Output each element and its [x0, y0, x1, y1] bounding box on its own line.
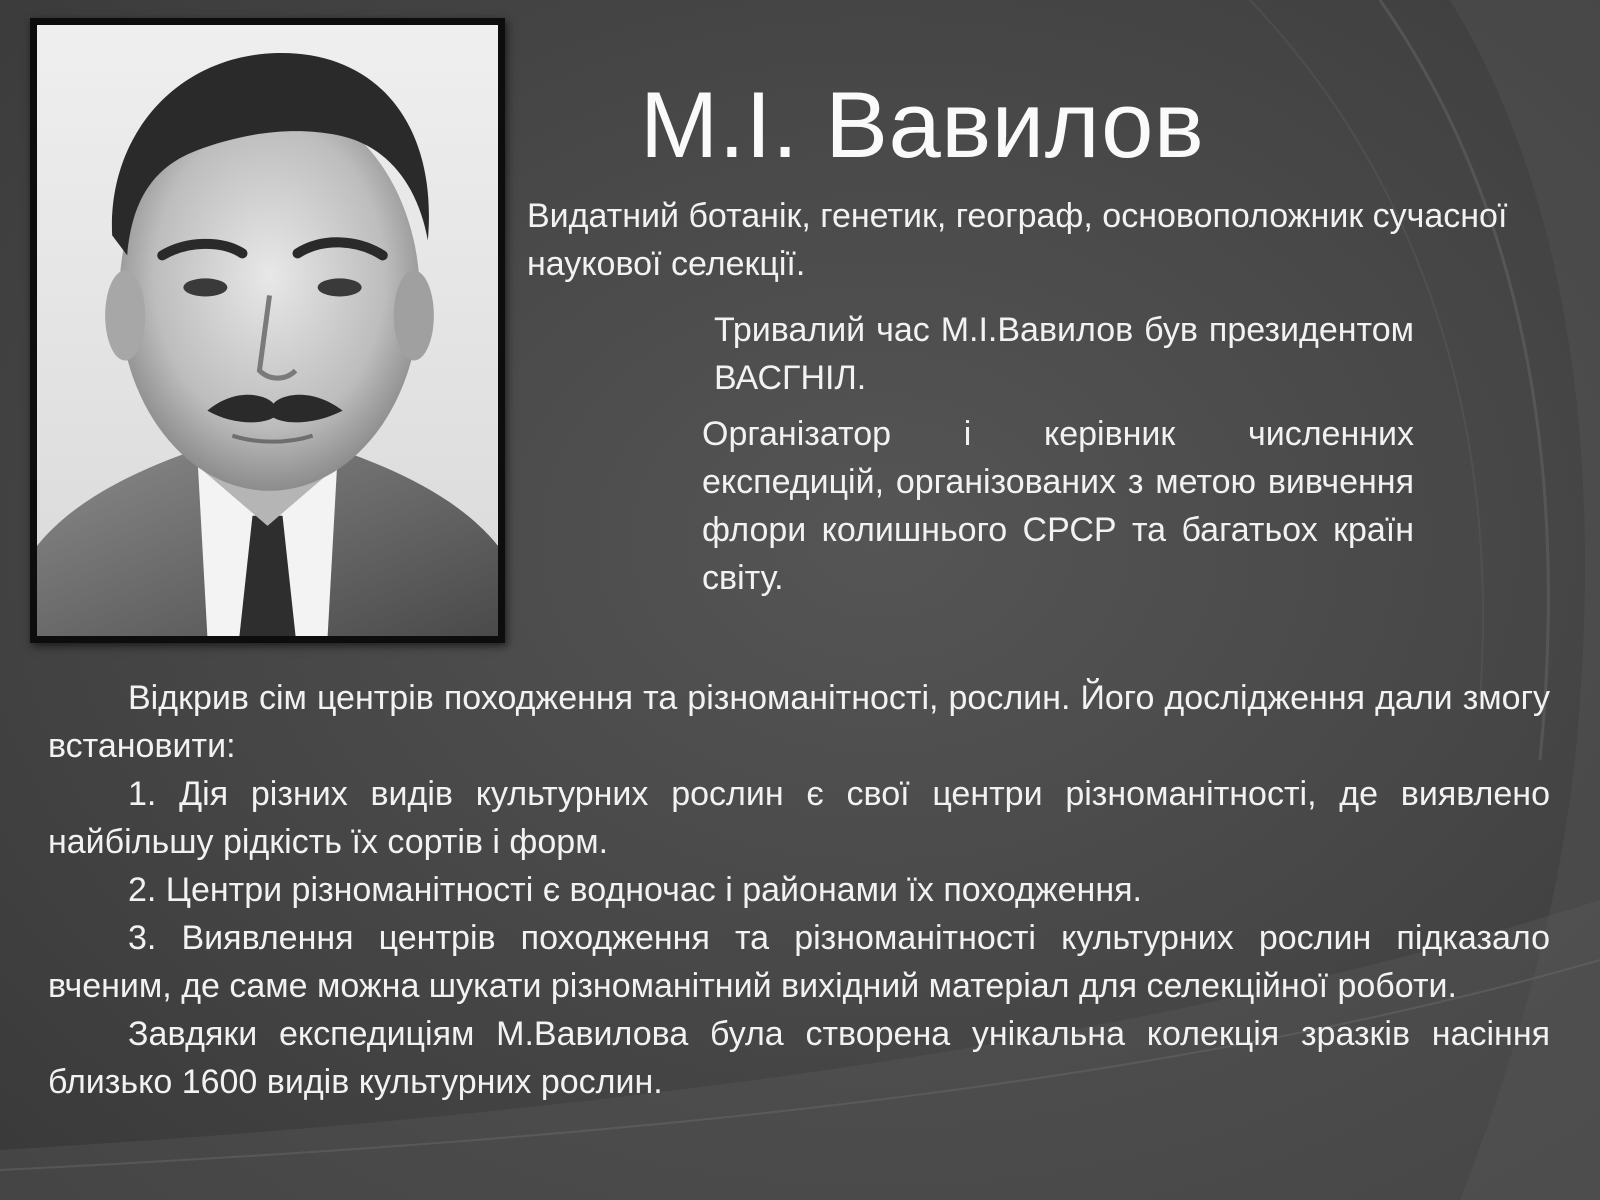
- body-text-block: [48, 674, 1550, 1106]
- body-paragraph: 1. Дія різних видів культурних рослин є свої центри різноманітності, де виявлено найбільшу рідкість їх сортів і форм.: [48, 775, 1550, 861]
- right-paragraph: Тривалий час М.І.Вавилов був президентом ВАСГНІЛ.: [714, 311, 1414, 397]
- body-paragraph: Завдяки експедиціям М.Вавилова була створена унікальна колекція зразків насіння близько 1600 видів культурних рослин.: [48, 1015, 1550, 1101]
- right-text-block: [702, 306, 1414, 610]
- body-paragraph: 3. Виявлення центрів походження та різноманітності культурних рослин підказало вченим, де саме можна шукати різноманітний вихідний матеріал для селекційної роботи.: [48, 919, 1550, 1005]
- right-paragraph: Організатор і керівник численних експедицій, організованих з метою вивчення флори колишнього СРСР та багатьох країн світу.: [702, 415, 1414, 597]
- body-paragraph: 2. Центри різноманітності є водночас і районами їх походження.: [128, 871, 1142, 909]
- slide-subtitle: Видатний ботанік, генетик, географ, основоположник сучасної наукової селекції.: [527, 197, 1508, 283]
- portrait-photo-icon: [37, 25, 498, 636]
- portrait-frame: [30, 18, 505, 643]
- body-paragraph: Відкрив сім центрів походження та різноманітності, рослин. Його дослідження дали змогу встановити:: [48, 679, 1550, 765]
- slide-title: М.І. Вавилов: [640, 72, 1205, 177]
